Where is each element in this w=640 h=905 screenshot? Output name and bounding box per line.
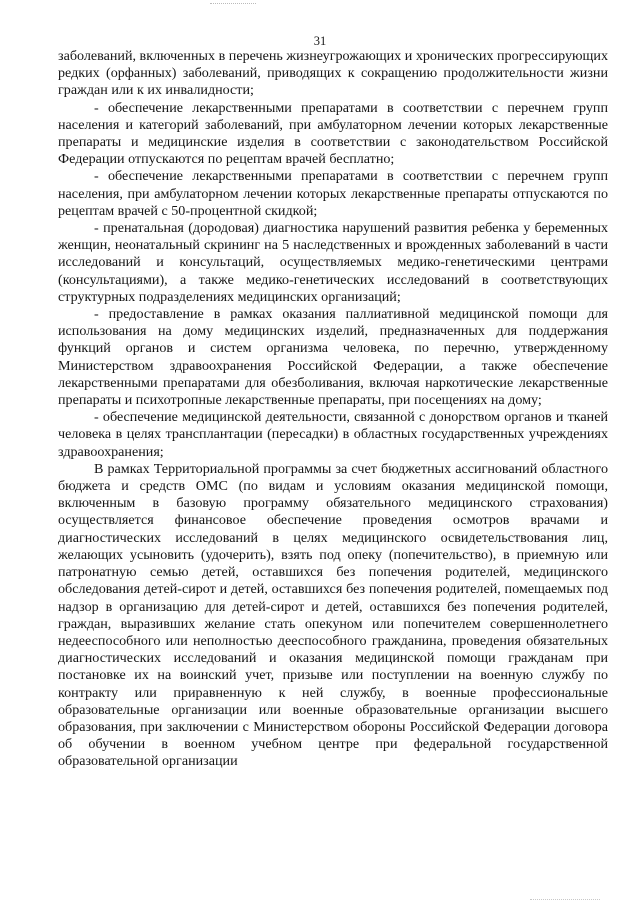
document-body bbox=[58, 48, 608, 771]
paragraph-financing: В рамках Территориальной программы за счет бюджетных ассигнований областного бюджета и средств ОМС (по видам и условиям оказания медицинской помощи, включенным в базовую программу обязательного медицинского страхования) осуществляется финансовое обеспечение проведения осмотров врачами и диагностических исследований в целях медицинского освидетельствования лиц, желающих усыновить (удочерить), взять под опеку (попечительство), в приемную или патронатную семью детей, оставшихся без попечения родителей, медицинского обследования детей-сирот и детей, оставшихся без попечения родителей, помещаемых под надзор в организацию для детей-сирот и детей, оставшихся без попечения родителей, граждан, выразивших желание стать опекуном или попечителем совершеннолетнего недееспособного или неполностью дееспособного гражданина, проведения обязательных диагностических исследований и оказания медицинской помощи гражданам при постановке их на воинский учет, призыве или поступлении на военную службу по контракту или приравненную к ней службу, в военные профессиональные образовательные организации или военные образовательные организации высшего образования, при заключении с Министерством обороны Российской Федерации договора об обучении в военном учебном центре при федеральной государственной образовательной организации bbox=[58, 460, 608, 770]
list-item-palliative-care: - предоставление в рамках оказания паллиативной медицинской помощи для использования на дому медицинских изделий, предназначенных для поддержания функций органов и систем организма человека, по перечню, утвержденному Министерством здравоохранения Российской Федерации, а также обеспечение лекарственными препаратами для обезболивания, включая наркотические лекарственные препараты и психотропные лекарственные препараты, при посещениях на дому; bbox=[58, 306, 608, 409]
scan-artifact-bottom bbox=[530, 899, 600, 903]
paragraph-continuation: заболеваний, включенных в перечень жизнеугрожающих и хронических прогрессирующих редких (орфанных) заболеваний, приводящих к сокращению продолжительности жизни граждан или к их инвалидности; bbox=[58, 48, 608, 99]
scan-artifact-top bbox=[210, 0, 256, 4]
list-item-free-medicines: - обеспечение лекарственными препаратами в соответствии с перечнем групп населения и категорий заболеваний, при амбулаторном лечении которых лекарственные препараты и медицинские изделия в соответствии с законодательством Российской Федерации отпускаются по рецептам врачей бесплатно; bbox=[58, 99, 608, 168]
page-number: 31 bbox=[313, 34, 327, 48]
list-item-prenatal-diagnostics: - пренатальная (дородовая) диагностика нарушений развития ребенка у беременных женщин, неонатальный скрининг на 5 наследственных и врожденных заболеваний в части исследований и консультаций, осуществляемых медико-генетическими центрами (консультациями), а также медико-генетических исследований в соответствующих структурных подразделениях медицинских организаций; bbox=[58, 220, 608, 305]
list-item-organ-donation: - обеспечение медицинской деятельности, связанной с донорством органов и тканей человека в целях трансплантации (пересадки) в областных государственных учреждениях здравоохранения; bbox=[58, 409, 608, 460]
list-item-discount-medicines: - обеспечение лекарственными препаратами в соответствии с перечнем групп населения, при амбулаторном лечении которых лекарственные препараты отпускаются по рецептам врачей с 50-процентной скидкой; bbox=[58, 168, 608, 219]
